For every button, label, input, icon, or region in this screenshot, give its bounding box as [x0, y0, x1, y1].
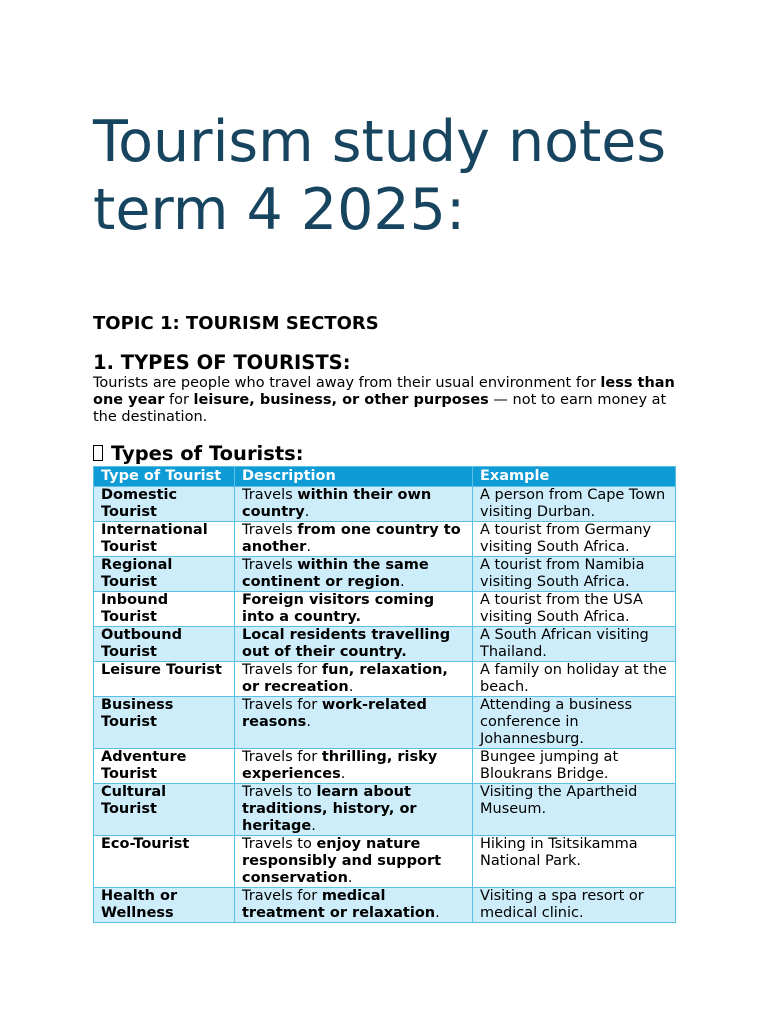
description-text: . [400, 574, 405, 590]
example-cell: A person from Cape Town visiting Durban. [473, 487, 676, 522]
tourist-type-cell: Leisure Tourist [94, 662, 235, 697]
tourist-type-cell: Regional Tourist [94, 557, 235, 592]
table-row [94, 522, 676, 557]
description-text: Travels for [242, 662, 322, 678]
description-cell [235, 557, 473, 592]
example-cell: Hiking in Tsitsikamma National Park. [473, 836, 676, 888]
description-text: . [306, 539, 311, 555]
intro-text: Tourists are people who travel away from their usual environment for [93, 375, 601, 391]
description-cell [235, 592, 473, 627]
tourist-type-cell: Inbound Tourist [94, 592, 235, 627]
description-text: . [348, 679, 354, 695]
box-icon [93, 445, 103, 461]
example-cell: A tourist from Namibia visiting South Africa. [473, 557, 676, 592]
table-row [94, 836, 676, 888]
description-text: . [347, 870, 353, 886]
description-bold-text: within the same continent or region [242, 557, 429, 590]
table-row [94, 627, 676, 662]
tourist-type-cell: Cultural Tourist [94, 784, 235, 836]
table-row [94, 592, 676, 627]
description-cell [235, 888, 473, 923]
example-cell: A family on holiday at the beach. [473, 662, 676, 697]
column-header: Description [235, 467, 473, 487]
description-text: . [306, 714, 311, 730]
tourist-type-cell: Domestic Tourist [94, 487, 235, 522]
tourist-type-cell: Business Tourist [94, 697, 235, 749]
table-header-row [94, 467, 676, 487]
description-text: Travels to [242, 784, 317, 800]
description-text: Travels for [242, 888, 322, 904]
description-bold-text: medical treatment or relaxation [242, 888, 436, 921]
topic-heading: TOPIC 1: TOURISM SECTORS [93, 313, 379, 334]
description-text: Travels [242, 557, 298, 573]
tourist-type-cell: Health or Wellness [94, 888, 235, 923]
column-header: Type of Tourist [94, 467, 235, 487]
subheading [93, 442, 304, 466]
intro-text: for [164, 392, 194, 408]
description-text: . [304, 504, 310, 520]
description-bold-text: learn about traditions, history, or heritage [242, 784, 417, 834]
example-cell: Visiting the Apartheid Museum. [473, 784, 676, 836]
example-cell: A tourist from the USA visiting South Africa. [473, 592, 676, 627]
description-text: . [311, 818, 316, 834]
tourist-type-cell: Outbound Tourist [94, 627, 235, 662]
description-cell [235, 662, 473, 697]
table-row [94, 749, 676, 784]
table-row [94, 888, 676, 923]
description-cell [235, 522, 473, 557]
intro-bold-text: leisure, business, or other purposes [193, 392, 489, 408]
description-text: Travels for [242, 749, 322, 765]
subheading-text: Types of Tourists: [111, 442, 304, 465]
description-cell [235, 487, 473, 522]
description-text: Travels for [242, 697, 322, 713]
table-row [94, 557, 676, 592]
table-row [94, 487, 676, 522]
column-header: Example [473, 467, 676, 487]
description-text: Travels [242, 522, 298, 538]
description-bold-text: from one country to another [242, 522, 461, 555]
example-cell: Bungee jumping at Bloukrans Bridge. [473, 749, 676, 784]
tourist-type-cell: Adventure Tourist [94, 749, 235, 784]
example-cell: A tourist from Germany visiting South Africa. [473, 522, 676, 557]
description-text: . [340, 766, 346, 782]
description-text: . [435, 905, 440, 921]
example-cell: A South African visiting Thailand. [473, 627, 676, 662]
table-body [94, 487, 676, 923]
table-row [94, 697, 676, 749]
description-bold-text: Foreign visitors coming into a country. [242, 592, 435, 625]
description-text: Travels [242, 487, 298, 503]
description-bold-text: thrilling, risky experiences [242, 749, 438, 782]
table-row [94, 662, 676, 697]
tourist-types-table [93, 466, 676, 923]
intro-paragraph [93, 375, 683, 426]
description-bold-text: Local residents travelling out of their country. [242, 627, 451, 660]
description-bold-text: work-related reasons [242, 697, 427, 730]
tourist-type-cell: International Tourist [94, 522, 235, 557]
tourist-type-cell: Eco-Tourist [94, 836, 235, 888]
description-cell [235, 784, 473, 836]
description-cell [235, 836, 473, 888]
description-bold-text: within their own country [242, 487, 432, 520]
example-cell: Attending a business conference in Johannesburg. [473, 697, 676, 749]
document-title: Tourism study notes term 4 2025: [93, 109, 667, 243]
description-cell [235, 697, 473, 749]
description-cell [235, 749, 473, 784]
description-bold-text: enjoy nature responsibly and support conservation [242, 836, 442, 886]
description-text: Travels to [242, 836, 317, 852]
table-row [94, 784, 676, 836]
intro-text: — not to earn money at the destination. [93, 392, 667, 425]
description-cell [235, 627, 473, 662]
section-heading: 1. TYPES OF TOURISTS: [93, 351, 351, 374]
intro-bold-text: less than one year [93, 375, 675, 408]
example-cell: Visiting a spa resort or medical clinic. [473, 888, 676, 923]
description-bold-text: fun, relaxation, or recreation [242, 662, 448, 695]
